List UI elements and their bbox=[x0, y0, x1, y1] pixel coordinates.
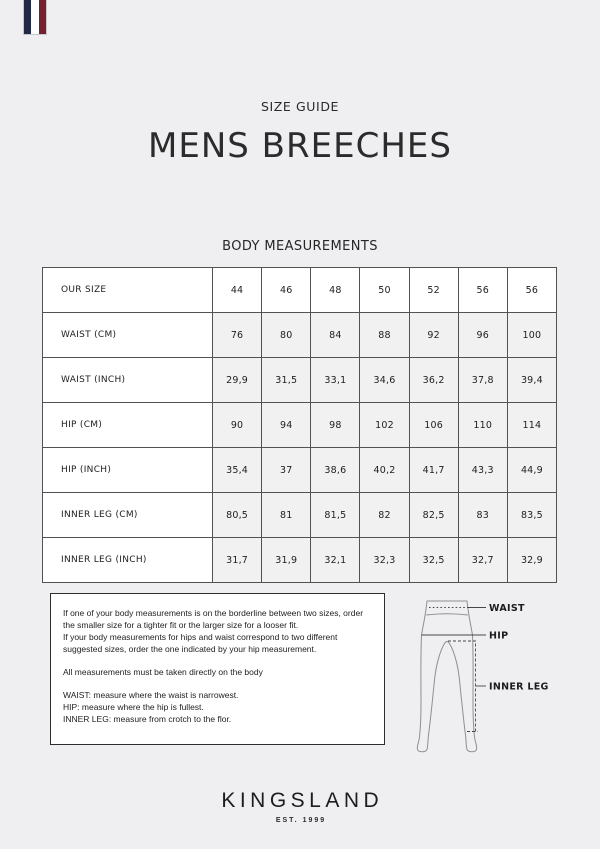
diagram-waist-label: WAIST bbox=[489, 602, 525, 614]
row-label: OUR SIZE bbox=[43, 268, 213, 313]
brand-logo: KINGSLAND bbox=[221, 789, 384, 812]
flag-stripe-white bbox=[31, 0, 38, 34]
brand-flag-icon bbox=[23, 0, 47, 35]
table-cell: 83 bbox=[458, 493, 507, 538]
table-cell: 31,7 bbox=[213, 538, 262, 583]
table-cell: 32,5 bbox=[409, 538, 458, 583]
note-inner-leg-definition: INNER LEG: measure from crotch to the flor. bbox=[63, 714, 232, 725]
size-table bbox=[42, 267, 557, 583]
table-cell: 32,3 bbox=[360, 538, 409, 583]
diagram-inner-leg-label: INNER LEG bbox=[489, 681, 549, 693]
brand-established: EST. 1999 bbox=[275, 817, 327, 824]
table-cell: 43,3 bbox=[458, 448, 507, 493]
table-cell: 96 bbox=[458, 313, 507, 358]
table-cell: 36,2 bbox=[409, 358, 458, 403]
row-label: INNER LEG (INCH) bbox=[43, 538, 213, 583]
table-cell: 37,8 bbox=[458, 358, 507, 403]
table-cell: 94 bbox=[262, 403, 311, 448]
table-cell: 114 bbox=[507, 403, 556, 448]
note-hip-definition: HIP: measure where the hip is fullest. bbox=[63, 702, 204, 713]
table-cell: 106 bbox=[409, 403, 458, 448]
table-cell: 83,5 bbox=[507, 493, 556, 538]
table-row bbox=[43, 448, 557, 493]
table-row bbox=[43, 493, 557, 538]
table-cell: 81,5 bbox=[311, 493, 360, 538]
table-cell: 41,7 bbox=[409, 448, 458, 493]
table-cell: 44,9 bbox=[507, 448, 556, 493]
table-cell: 39,4 bbox=[507, 358, 556, 403]
table-cell: 40,2 bbox=[360, 448, 409, 493]
flag-stripe-maroon bbox=[39, 0, 46, 34]
table-cell: 100 bbox=[507, 313, 556, 358]
table-row bbox=[43, 358, 557, 403]
note-hip-waist: If your body measurements for hips and waist correspond to two different suggested sizes, order the one indicated by your hip measurement. bbox=[63, 632, 338, 655]
table-row bbox=[43, 538, 557, 583]
table-cell: 52 bbox=[409, 268, 458, 313]
table-cell: 110 bbox=[458, 403, 507, 448]
table-cell: 34,6 bbox=[360, 358, 409, 403]
table-cell: 33,1 bbox=[311, 358, 360, 403]
table-cell: 56 bbox=[507, 268, 556, 313]
table-cell: 80,5 bbox=[213, 493, 262, 538]
table-row bbox=[43, 313, 557, 358]
row-label: WAIST (CM) bbox=[43, 313, 213, 358]
table-cell: 50 bbox=[360, 268, 409, 313]
table-cell: 37 bbox=[262, 448, 311, 493]
row-label: INNER LEG (CM) bbox=[43, 493, 213, 538]
table-cell: 32,7 bbox=[458, 538, 507, 583]
table-row bbox=[43, 403, 557, 448]
table-cell: 32,1 bbox=[311, 538, 360, 583]
note-borderline: If one of your body measurements is on the borderline between two sizes, order the smaller size for a tighter fit or the larger size for a looser fit. bbox=[63, 608, 364, 631]
table-cell: 32,9 bbox=[507, 538, 556, 583]
fit-notes-box bbox=[50, 593, 385, 745]
table-cell: 31,9 bbox=[262, 538, 311, 583]
note-direct-measure: All measurements must be taken directly on the body bbox=[63, 667, 263, 678]
table-cell: 98 bbox=[311, 403, 360, 448]
table-cell: 46 bbox=[262, 268, 311, 313]
table-cell: 90 bbox=[213, 403, 262, 448]
table-cell: 29,9 bbox=[213, 358, 262, 403]
page-title: MENS BREECHES bbox=[148, 126, 452, 166]
note-waist-definition: WAIST: measure where the waist is narrowest. bbox=[63, 690, 239, 701]
table-cell: 82 bbox=[360, 493, 409, 538]
flag-stripe-navy bbox=[24, 0, 31, 34]
row-label: WAIST (INCH) bbox=[43, 358, 213, 403]
table-cell: 81 bbox=[262, 493, 311, 538]
table-cell: 56 bbox=[458, 268, 507, 313]
table-cell: 48 bbox=[311, 268, 360, 313]
table-cell: 102 bbox=[360, 403, 409, 448]
diagram-hip-label: HIP bbox=[489, 630, 509, 642]
table-cell: 88 bbox=[360, 313, 409, 358]
table-cell: 76 bbox=[213, 313, 262, 358]
table-cell: 38,6 bbox=[311, 448, 360, 493]
row-label: HIP (CM) bbox=[43, 403, 213, 448]
table-cell: 92 bbox=[409, 313, 458, 358]
table-row bbox=[43, 268, 557, 313]
size-guide-eyebrow: SIZE GUIDE bbox=[260, 99, 340, 114]
table-cell: 80 bbox=[262, 313, 311, 358]
table-cell: 35,4 bbox=[213, 448, 262, 493]
measurement-diagram bbox=[398, 588, 570, 788]
row-label: HIP (INCH) bbox=[43, 448, 213, 493]
table-cell: 84 bbox=[311, 313, 360, 358]
table-cell: 44 bbox=[213, 268, 262, 313]
breeches-figure-icon bbox=[398, 588, 570, 788]
body-measurements-heading: BODY MEASUREMENTS bbox=[222, 239, 378, 254]
table-cell: 31,5 bbox=[262, 358, 311, 403]
table-cell: 82,5 bbox=[409, 493, 458, 538]
